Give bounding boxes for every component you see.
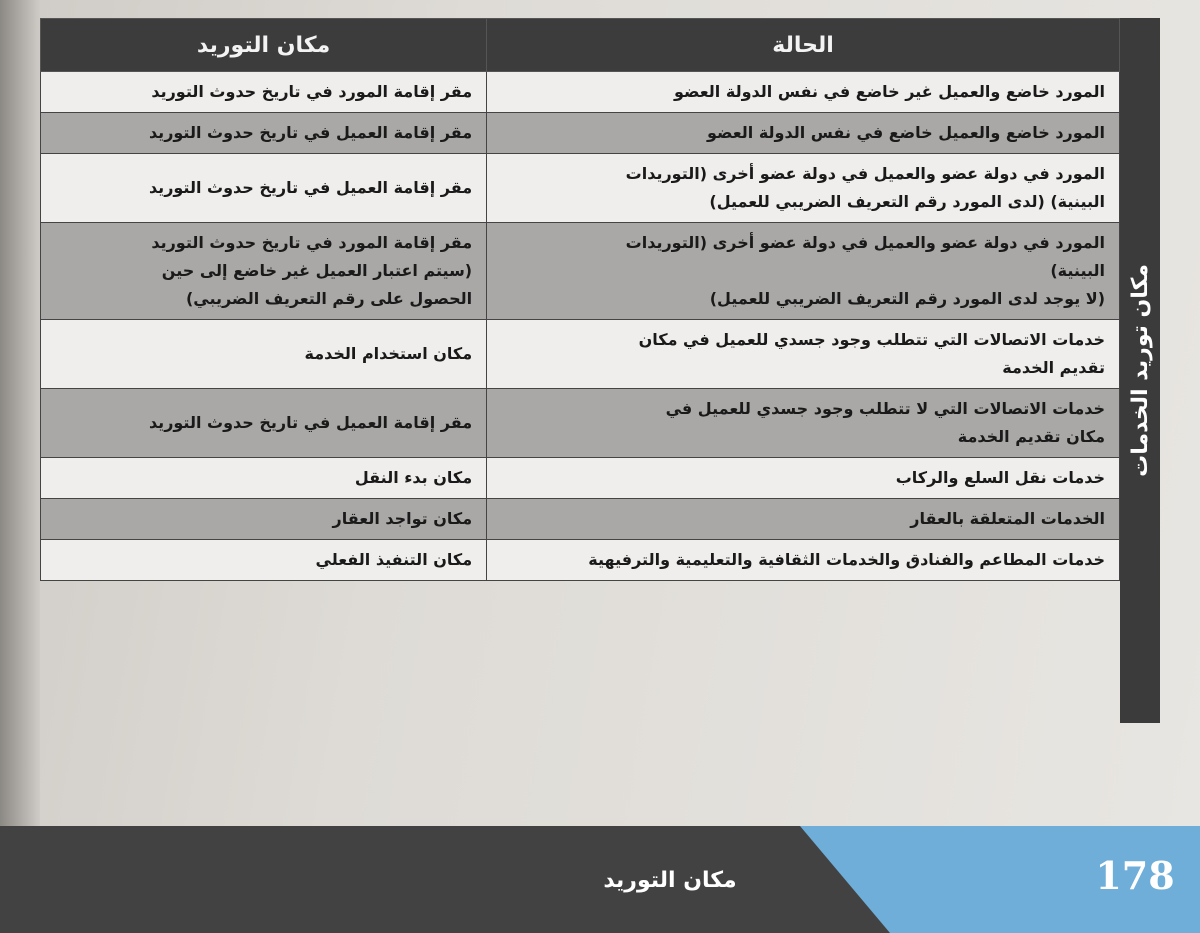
place-cell: [41, 320, 487, 389]
footer-chapter-title: مكان التوريد: [603, 868, 737, 893]
place-cell-line: مكان استخدام الخدمة: [304, 344, 473, 363]
status-cell: [487, 154, 1120, 223]
place-cell-line: الحصول على رقم التعريف الضريبي): [185, 289, 473, 308]
status-cell: [487, 389, 1120, 458]
status-cell-line: الخدمات المتعلقة بالعقار: [910, 509, 1105, 528]
place-cell-line: (سيتم اعتبار العميل غير خاضع إلى حين: [161, 261, 473, 280]
place-cell-line: مقر إقامة المورد في تاريخ حدوث التوريد: [151, 82, 473, 101]
place-cell-line: مكان تواجد العقار: [332, 509, 473, 528]
table-row: [41, 540, 1120, 581]
table-row: [41, 113, 1120, 154]
status-cell-line: المورد في دولة عضو والعميل في دولة عضو أخرى (التوريدات: [625, 233, 1105, 252]
table-header-row: [41, 19, 1120, 72]
supply-place-table-wrapper: [40, 18, 1160, 763]
status-cell: [487, 320, 1120, 389]
status-cell: [487, 113, 1120, 154]
page-number: 178: [1095, 853, 1175, 898]
table-row: [41, 320, 1120, 389]
supply-place-table: [40, 18, 1120, 581]
page-spine-shadow: [0, 0, 40, 933]
place-cell: [41, 72, 487, 113]
status-cell-line: (لا يوجد لدى المورد رقم التعريف الضريبي للعميل): [709, 289, 1105, 308]
place-cell: [41, 389, 487, 458]
status-cell: [487, 499, 1120, 540]
table-row: [41, 154, 1120, 223]
table-row: [41, 72, 1120, 113]
status-cell-line: البينية) (لدى المورد رقم التعريف الضريبي للعميل): [709, 192, 1105, 211]
table-row: [41, 389, 1120, 458]
place-cell: [41, 223, 487, 320]
header-status: الحالة: [487, 19, 1120, 72]
side-category-band: [1120, 18, 1160, 723]
place-cell: [41, 113, 487, 154]
place-cell: [41, 499, 487, 540]
place-cell-line: مقر إقامة العميل في تاريخ حدوث التوريد: [148, 413, 473, 432]
place-cell-line: مقر إقامة العميل في تاريخ حدوث التوريد: [148, 123, 473, 142]
status-cell: [487, 72, 1120, 113]
place-cell: [41, 540, 487, 581]
place-cell-line: مكان بدء النقل: [354, 468, 473, 487]
status-cell-line: خدمات المطاعم والفنادق والخدمات الثقافية والتعليمية والترفيهية: [588, 550, 1105, 569]
status-cell-line: المورد خاضع والعميل خاضع في نفس الدولة العضو: [706, 123, 1105, 142]
status-cell: [487, 540, 1120, 581]
status-cell-line: المورد في دولة عضو والعميل في دولة عضو أخرى (التوريدات: [625, 164, 1105, 183]
table-body: [41, 72, 1120, 581]
place-cell-line: مكان التنفيذ الفعلي: [315, 550, 473, 569]
status-cell-line: خدمات نقل السلع والركاب: [895, 468, 1105, 487]
table-row: [41, 458, 1120, 499]
table-row: [41, 499, 1120, 540]
status-cell-line: تقديم الخدمة: [1002, 358, 1105, 377]
place-cell: [41, 154, 487, 223]
place-cell: [41, 458, 487, 499]
header-place-of-supply: مكان التوريد: [41, 19, 487, 72]
status-cell-line: المورد خاضع والعميل غير خاضع في نفس الدولة العضو: [673, 82, 1105, 101]
place-cell-line: مقر إقامة المورد في تاريخ حدوث التوريد: [151, 233, 473, 252]
status-cell: [487, 223, 1120, 320]
status-cell: [487, 458, 1120, 499]
status-cell-line: مكان تقديم الخدمة: [957, 427, 1105, 446]
status-cell-line: خدمات الاتصالات التي تتطلب وجود جسدي للعميل في مكان: [638, 330, 1105, 349]
place-cell-line: مقر إقامة العميل في تاريخ حدوث التوريد: [148, 178, 473, 197]
status-cell-line: البينية): [1050, 261, 1105, 280]
side-category-label: مكان توريد الخدمات: [1127, 264, 1153, 477]
table-row: [41, 223, 1120, 320]
status-cell-line: خدمات الاتصالات التي لا تتطلب وجود جسدي للعميل في: [665, 399, 1105, 418]
